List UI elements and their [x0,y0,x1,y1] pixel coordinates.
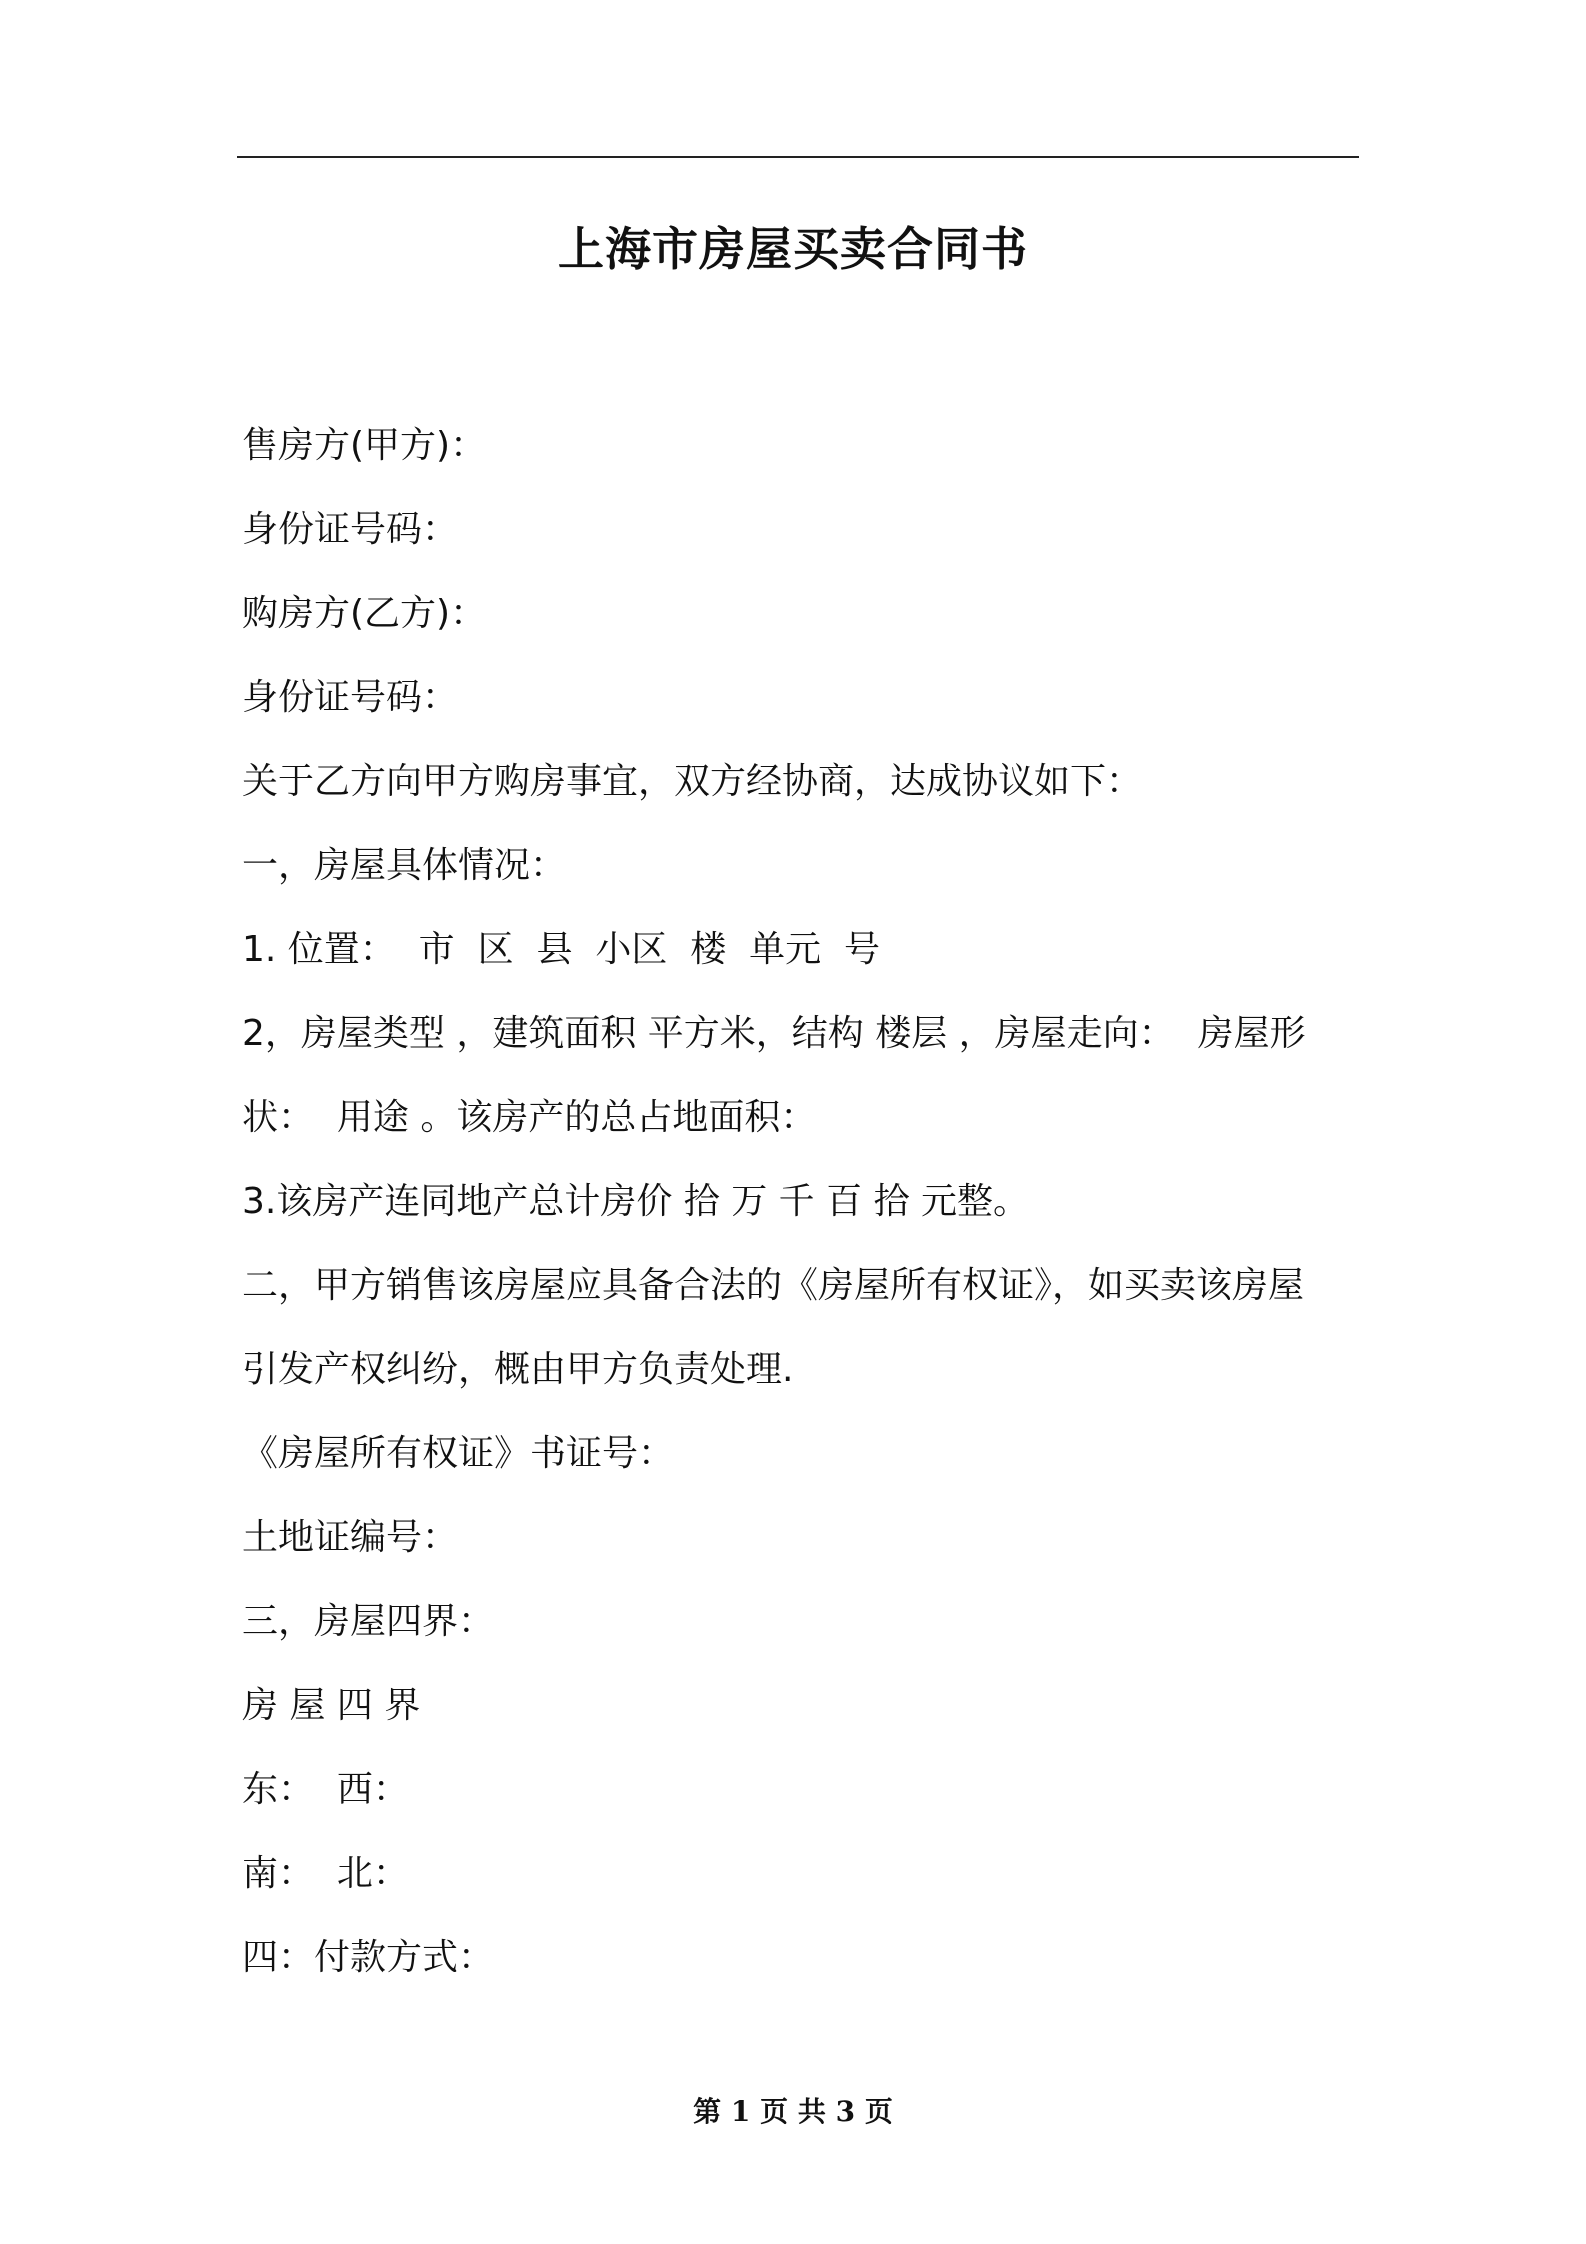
section-4-heading: 四：付款方式： [242,1937,495,1978]
location-line: 1. 位置： 市 区 县 小区 楼 单元 号 [242,929,880,970]
section-1-heading: 一，房屋具体情况： [242,845,567,886]
buyer-id-line: 身份证号码： [242,677,459,718]
header-rule [237,156,1359,158]
south-north-line: 南： 北： [242,1853,409,1894]
document-title: 上海市房屋买卖合同书 [558,222,1028,276]
house-type-line: 2，房屋类型 ，建筑面积 平方米，结构 楼层 ，房屋走向： 房屋形 [242,1013,1306,1054]
land-certificate-line: 土地证编号： [242,1517,459,1558]
east-west-line: 东： 西： [242,1769,409,1810]
section-3-heading: 三，房屋四界： [242,1601,495,1642]
seller-line: 售房方(甲方)： [242,425,487,466]
agreement-intro: 关于乙方向甲方购房事宜，双方经协商，达成协议如下： [242,761,1143,802]
certificate-number-line: 《房屋所有权证》书证号： [242,1433,675,1474]
section-2-line-1: 二，甲方销售该房屋应具备合法的《房屋所有权证》，如买卖该房屋 [242,1265,1305,1306]
seller-id-line: 身份证号码： [242,509,459,550]
page-footer: 第 1 页 共 3 页 [693,2095,893,2128]
price-line: 3.该房产连同地产总计房价 拾 万 千 百 拾 元整。 [242,1181,1030,1222]
contract-body [242,404,1362,2000]
section-2-line-2: 引发产权纠纷，概由甲方负责处理. [242,1349,794,1390]
buyer-line: 购房方(乙方)： [242,593,487,634]
house-shape-line: 状： 用途 。该房产的总占地面积： [242,1097,817,1138]
boundaries-label: 房 屋 四 界 [242,1685,421,1726]
